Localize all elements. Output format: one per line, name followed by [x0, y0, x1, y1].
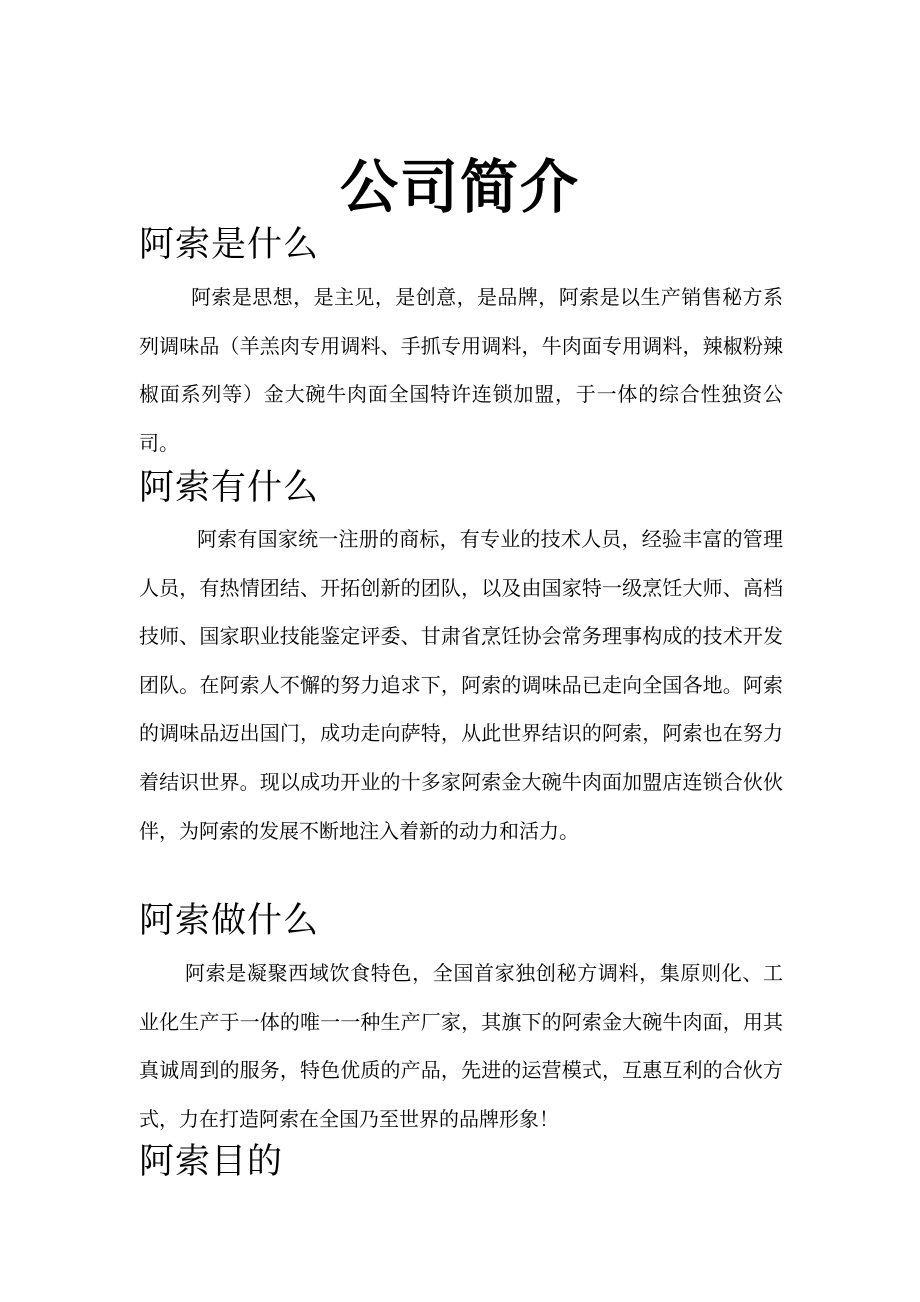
section-body-have: 阿索有国家统一注册的商标，有专业的技术人员，经验丰富的管理人员，有热情团结、开拓创新的团队，以及由国家特一级烹饪大师、高档技师、国家职业技能鉴定评委、甘肃省烹饪协会常务理事构成的技术开发团队。在阿索人不懈的努力追求下，阿索的调味品已走向全国各地。阿索的调味品迈出国门，成功走向萨特，从此世界结识的阿索，阿索也在努力着结识世界。现以成功开业的十多家阿索金大碗牛肉面加盟店连锁合伙伙伴，为阿索的发展不断地注入着新的动力和活力。: [139, 527, 783, 843]
section-heading-purpose: 阿索目的: [139, 1142, 284, 1182]
section-heading-what: 阿索是什么: [139, 225, 320, 265]
page-title: 公司简介: [339, 153, 580, 221]
section-heading-do: 阿索做什么: [139, 901, 320, 941]
section-heading-have: 阿索有什么: [139, 468, 320, 508]
section-body-what: 阿索是思想，是主见，是创意，是品牌，阿索是以生产销售秘方系列调味品（羊羔肉专用调料、手抓专用调料，牛肉面专用调料，辣椒粉辣椒面系列等）金大碗牛肉面全国特许连锁加盟，于一体的综合性独资公司。: [139, 285, 783, 455]
section-body-do: 阿索是凝聚西域饮食特色，全国首家独创秘方调料，集原则化、工业化生产于一体的唯一一种生产厂家，其旗下的阿索金大碗牛肉面，用其真诚周到的服务，特色优质的产品，先进的运营模式，互惠互利的合伙方式，力在打造阿索在全国乃至世界的品牌形象！: [139, 961, 783, 1131]
